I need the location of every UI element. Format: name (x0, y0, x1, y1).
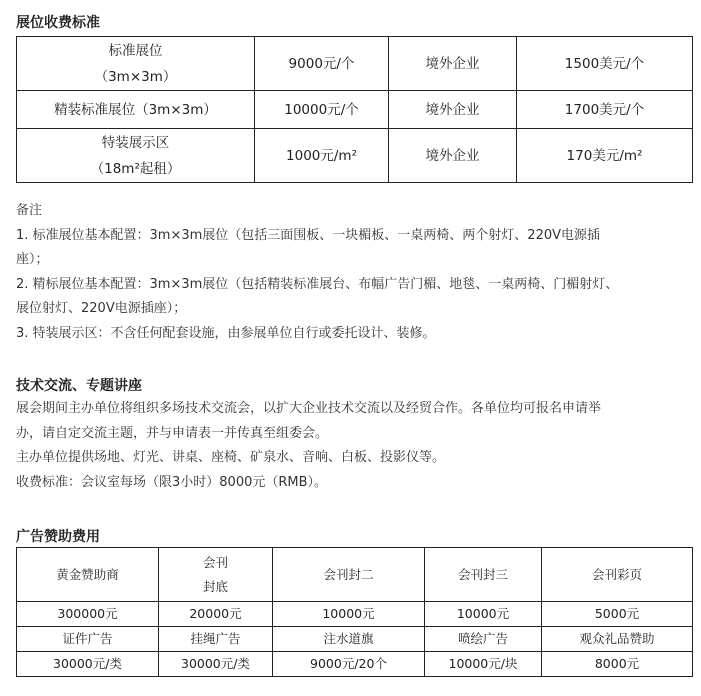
ad-price-cell: 9000元/20个 (273, 652, 425, 677)
booth-type-cell (17, 37, 255, 91)
table-row (17, 91, 693, 129)
note-line: 3. 特装展示区：不含任何配套设施，由参展单位自行或委托设计、装修。 (16, 325, 436, 341)
ad-item-line: 会刊 (202, 554, 228, 570)
booth-fee-table (16, 36, 693, 183)
price-cell: 10000元/个 (255, 91, 389, 129)
ad-item-cell: 证件广告 (17, 627, 159, 652)
foreign-price-cell: 1500美元/个 (517, 37, 693, 91)
note-line: 1. 标准展位基本配置：3m×3m展位（包括三面围板、一块楣板、一桌两椅、两个射灯、220V电源插 (16, 227, 601, 243)
fee-section-title: 展位收费标准 (16, 15, 100, 31)
body-line: 收费标准：会议室每场（限3小时）8000元（RMB）。 (16, 474, 328, 490)
ad-price-cell: 5000元 (542, 602, 693, 627)
table-row (17, 602, 693, 627)
note-line: 2. 精标展位基本配置：3m×3m展位（包括精装标准展台、布幅广告门楣、地毯、一桌两椅、门楣射灯、 (16, 276, 619, 292)
body-line: 办，请自定交流主题，并与申请表一并传真至组委会。 (16, 425, 329, 441)
applies-cell: 境外企业 (389, 37, 517, 91)
notes-title: 备注 (16, 203, 43, 218)
ad-price-cell: 10000元 (425, 602, 542, 627)
tech-exchange-title: 技术交流、专题讲座 (16, 378, 142, 394)
price-cell: 1000元/m² (255, 129, 389, 183)
ad-sponsor-title: 广告赞助费用 (16, 529, 100, 545)
applies-cell: 境外企业 (389, 91, 517, 129)
ad-item-cell: 观众礼品赞助 (542, 627, 693, 652)
booth-type-name: 特装展示区 (101, 134, 170, 151)
booth-type-cell: 精装标准展位（3m×3m） (17, 91, 255, 129)
note-line: 展位射灯、220V电源插座）； (16, 301, 187, 316)
ad-price-cell: 10000元/块 (425, 652, 542, 677)
ad-price-cell: 30000元/类 (17, 652, 159, 677)
tech-exchange-body (16, 397, 692, 495)
ad-price-cell: 8000元 (542, 652, 693, 677)
applies-cell: 境外企业 (389, 129, 517, 183)
price-cell: 9000元/个 (255, 37, 389, 91)
booth-type-cell (17, 129, 255, 183)
table-row (17, 627, 693, 652)
foreign-price-cell: 170美元/m² (517, 129, 693, 183)
table-row (17, 129, 693, 183)
ad-price-cell: 20000元 (159, 602, 273, 627)
booth-type-size: （3m×3m） (94, 68, 177, 85)
body-line: 主办单位提供场地、灯光、讲桌、座椅、矿泉水、音响、白板、投影仪等。 (16, 450, 446, 465)
ad-price-cell: 30000元/类 (159, 652, 273, 677)
ad-item-cell: 会刊彩页 (542, 548, 693, 602)
table-row (17, 548, 693, 602)
booth-type-name: 标准展位 (108, 42, 163, 59)
ad-item-cell: 黄金赞助商 (17, 548, 159, 602)
ad-price-cell: 300000元 (17, 602, 159, 627)
ad-item-cell (159, 548, 273, 602)
ad-item-cell: 注水道旗 (273, 627, 425, 652)
ad-item-cell: 挂绳广告 (159, 627, 273, 652)
table-row (17, 652, 693, 677)
ad-item-cell: 喷绘广告 (425, 627, 542, 652)
booth-type-size: （18m²起租） (90, 160, 181, 177)
ad-item-cell: 会刊封二 (273, 548, 425, 602)
body-line: 展会期间主办单位将组织多场技术交流会，以扩大企业技术交流以及经贸合作。各单位均可报名申请举 (16, 401, 602, 416)
ad-price-cell: 10000元 (273, 602, 425, 627)
ad-sponsor-table (16, 547, 693, 677)
notes-block (16, 199, 692, 346)
table-row (17, 37, 693, 91)
ad-item-line: 封底 (202, 578, 228, 594)
ad-item-cell: 会刊封三 (425, 548, 542, 602)
note-line: 座）； (16, 252, 49, 267)
foreign-price-cell: 1700美元/个 (517, 91, 693, 129)
